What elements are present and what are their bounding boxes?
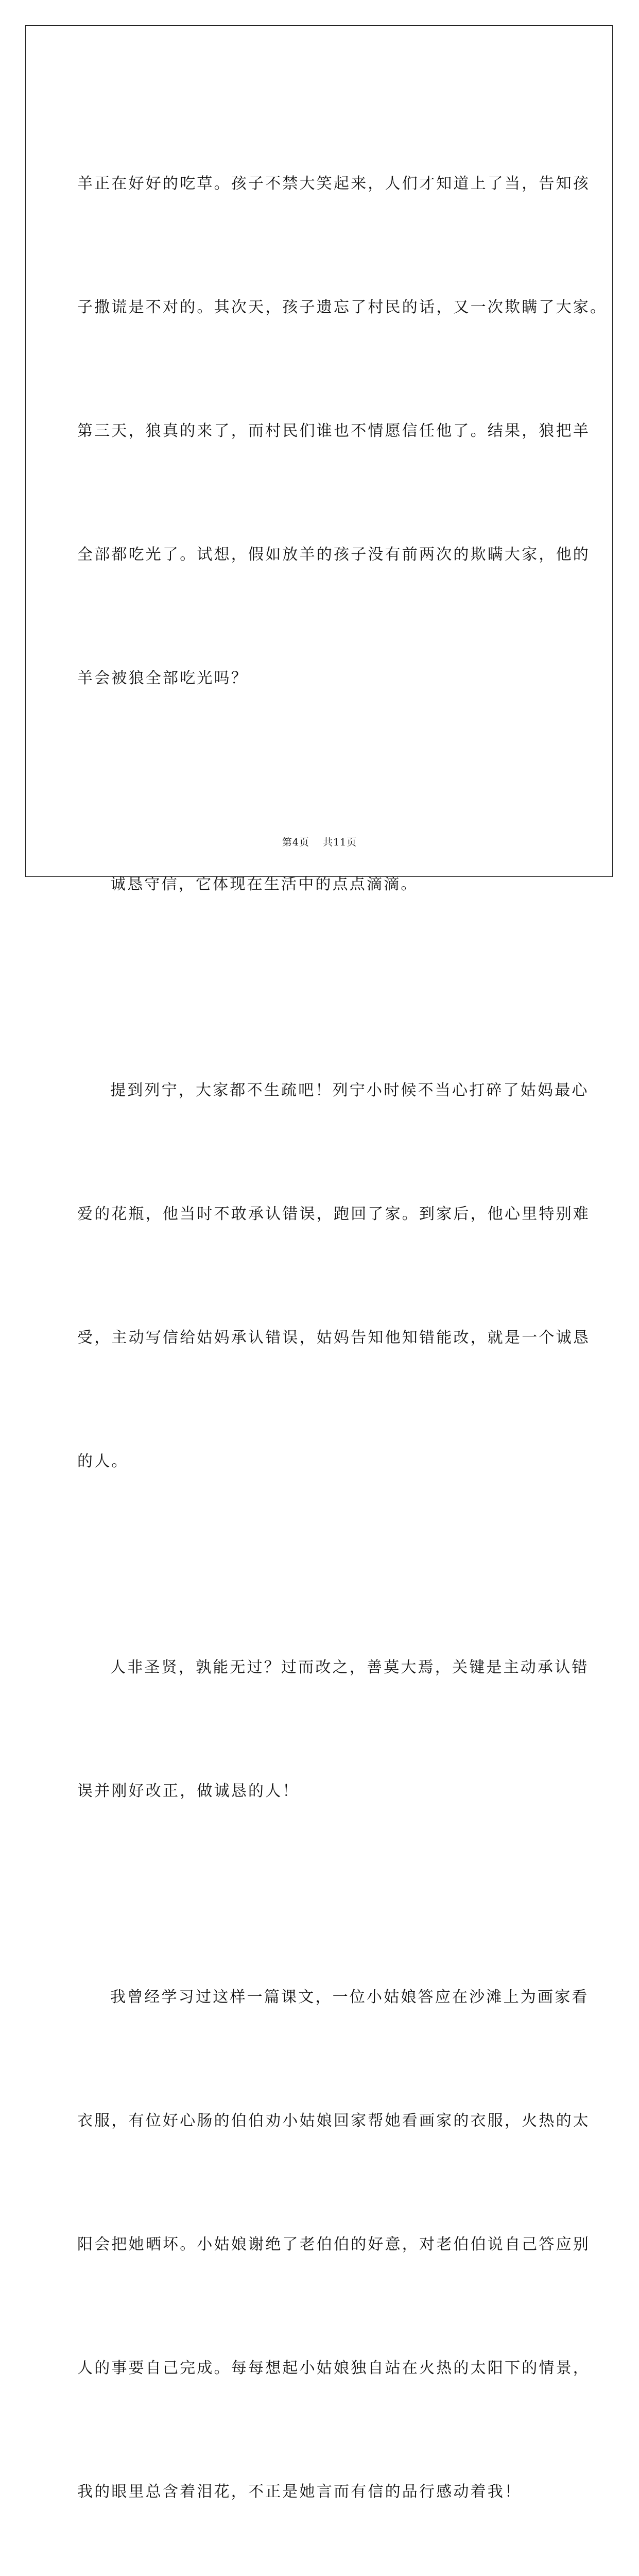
text-line: 诚恳守信，它体现在生活中的点点滴滴。 [110,875,418,893]
text-line: 爱的花瓶，他当时不敢承认错误，跑回了家。到家后，他心里特别难 [77,1205,590,1223]
text-line: 我的眼里总含着泪花，不正是她言而有信的品行感动着我！ [77,2483,522,2501]
total-prefix: 共 [322,837,333,848]
text-line: 第三天，狼真的来了，而村民们谁也不情愿信任他了。结果，狼把羊 [77,422,590,440]
text-line: 阳会把她晒坏。小姑娘谢绝了老伯伯的好意，对老伯伯说自己答应别 [77,2235,590,2253]
text-line: 人的事要自己完成。每每想起小姑娘独自站在火热的太阳下的情景， [77,2359,590,2377]
text-line: 人非圣贤，孰能无过？过而改之，善莫大焉，关键是主动承认错 [110,1658,589,1676]
text-line: 全部都吃光了。试想，假如放羊的孩子没有前两次的欺瞒大家，他的 [77,546,590,564]
page-suffix: 页 [299,837,309,848]
text-line: 的人。 [77,1452,129,1470]
paragraph-1 [77,81,608,782]
page-footer [0,835,639,849]
text-line: 羊正在好好的吃草。孩子不禁大笑起来，人们才知道上了当，告知孩 [77,175,590,193]
page-number: 4 [292,837,299,848]
page-prefix: 第 [282,837,292,848]
text-line: 受，主动写信给姑妈承认错误，姑妈告知他知错能改，就是一个诚恳 [77,1329,590,1347]
text-line: 羊会被狼全部吃光吗？ [77,669,248,687]
paragraph-4 [77,1565,589,1894]
paragraph-2 [77,782,564,988]
total-suffix: 页 [347,837,357,848]
total-pages: 11 [333,837,347,848]
text-line: 我曾经学习过这样一篇课文，一位小姑娘答应在沙滩上为画家看 [110,1988,589,2006]
text-line: 子撒谎是不对的。其次天，孩子遗忘了村民的话，又一次欺瞒了大家。 [77,298,608,316]
text-line: 衣服，有位好心肠的伯伯劝小姑娘回家帮她看画家的衣服，火热的太 [77,2112,590,2130]
text-line: 误并刚好改正，做诚恳的人！ [77,1782,300,1800]
document-body [77,81,608,2576]
text-line: 提到列宁，大家都不生疏吧！列宁小时候不当心打碎了姑妈最心 [110,1081,589,1099]
paragraph-5 [77,1894,590,2576]
paragraph-3 [77,988,590,1565]
